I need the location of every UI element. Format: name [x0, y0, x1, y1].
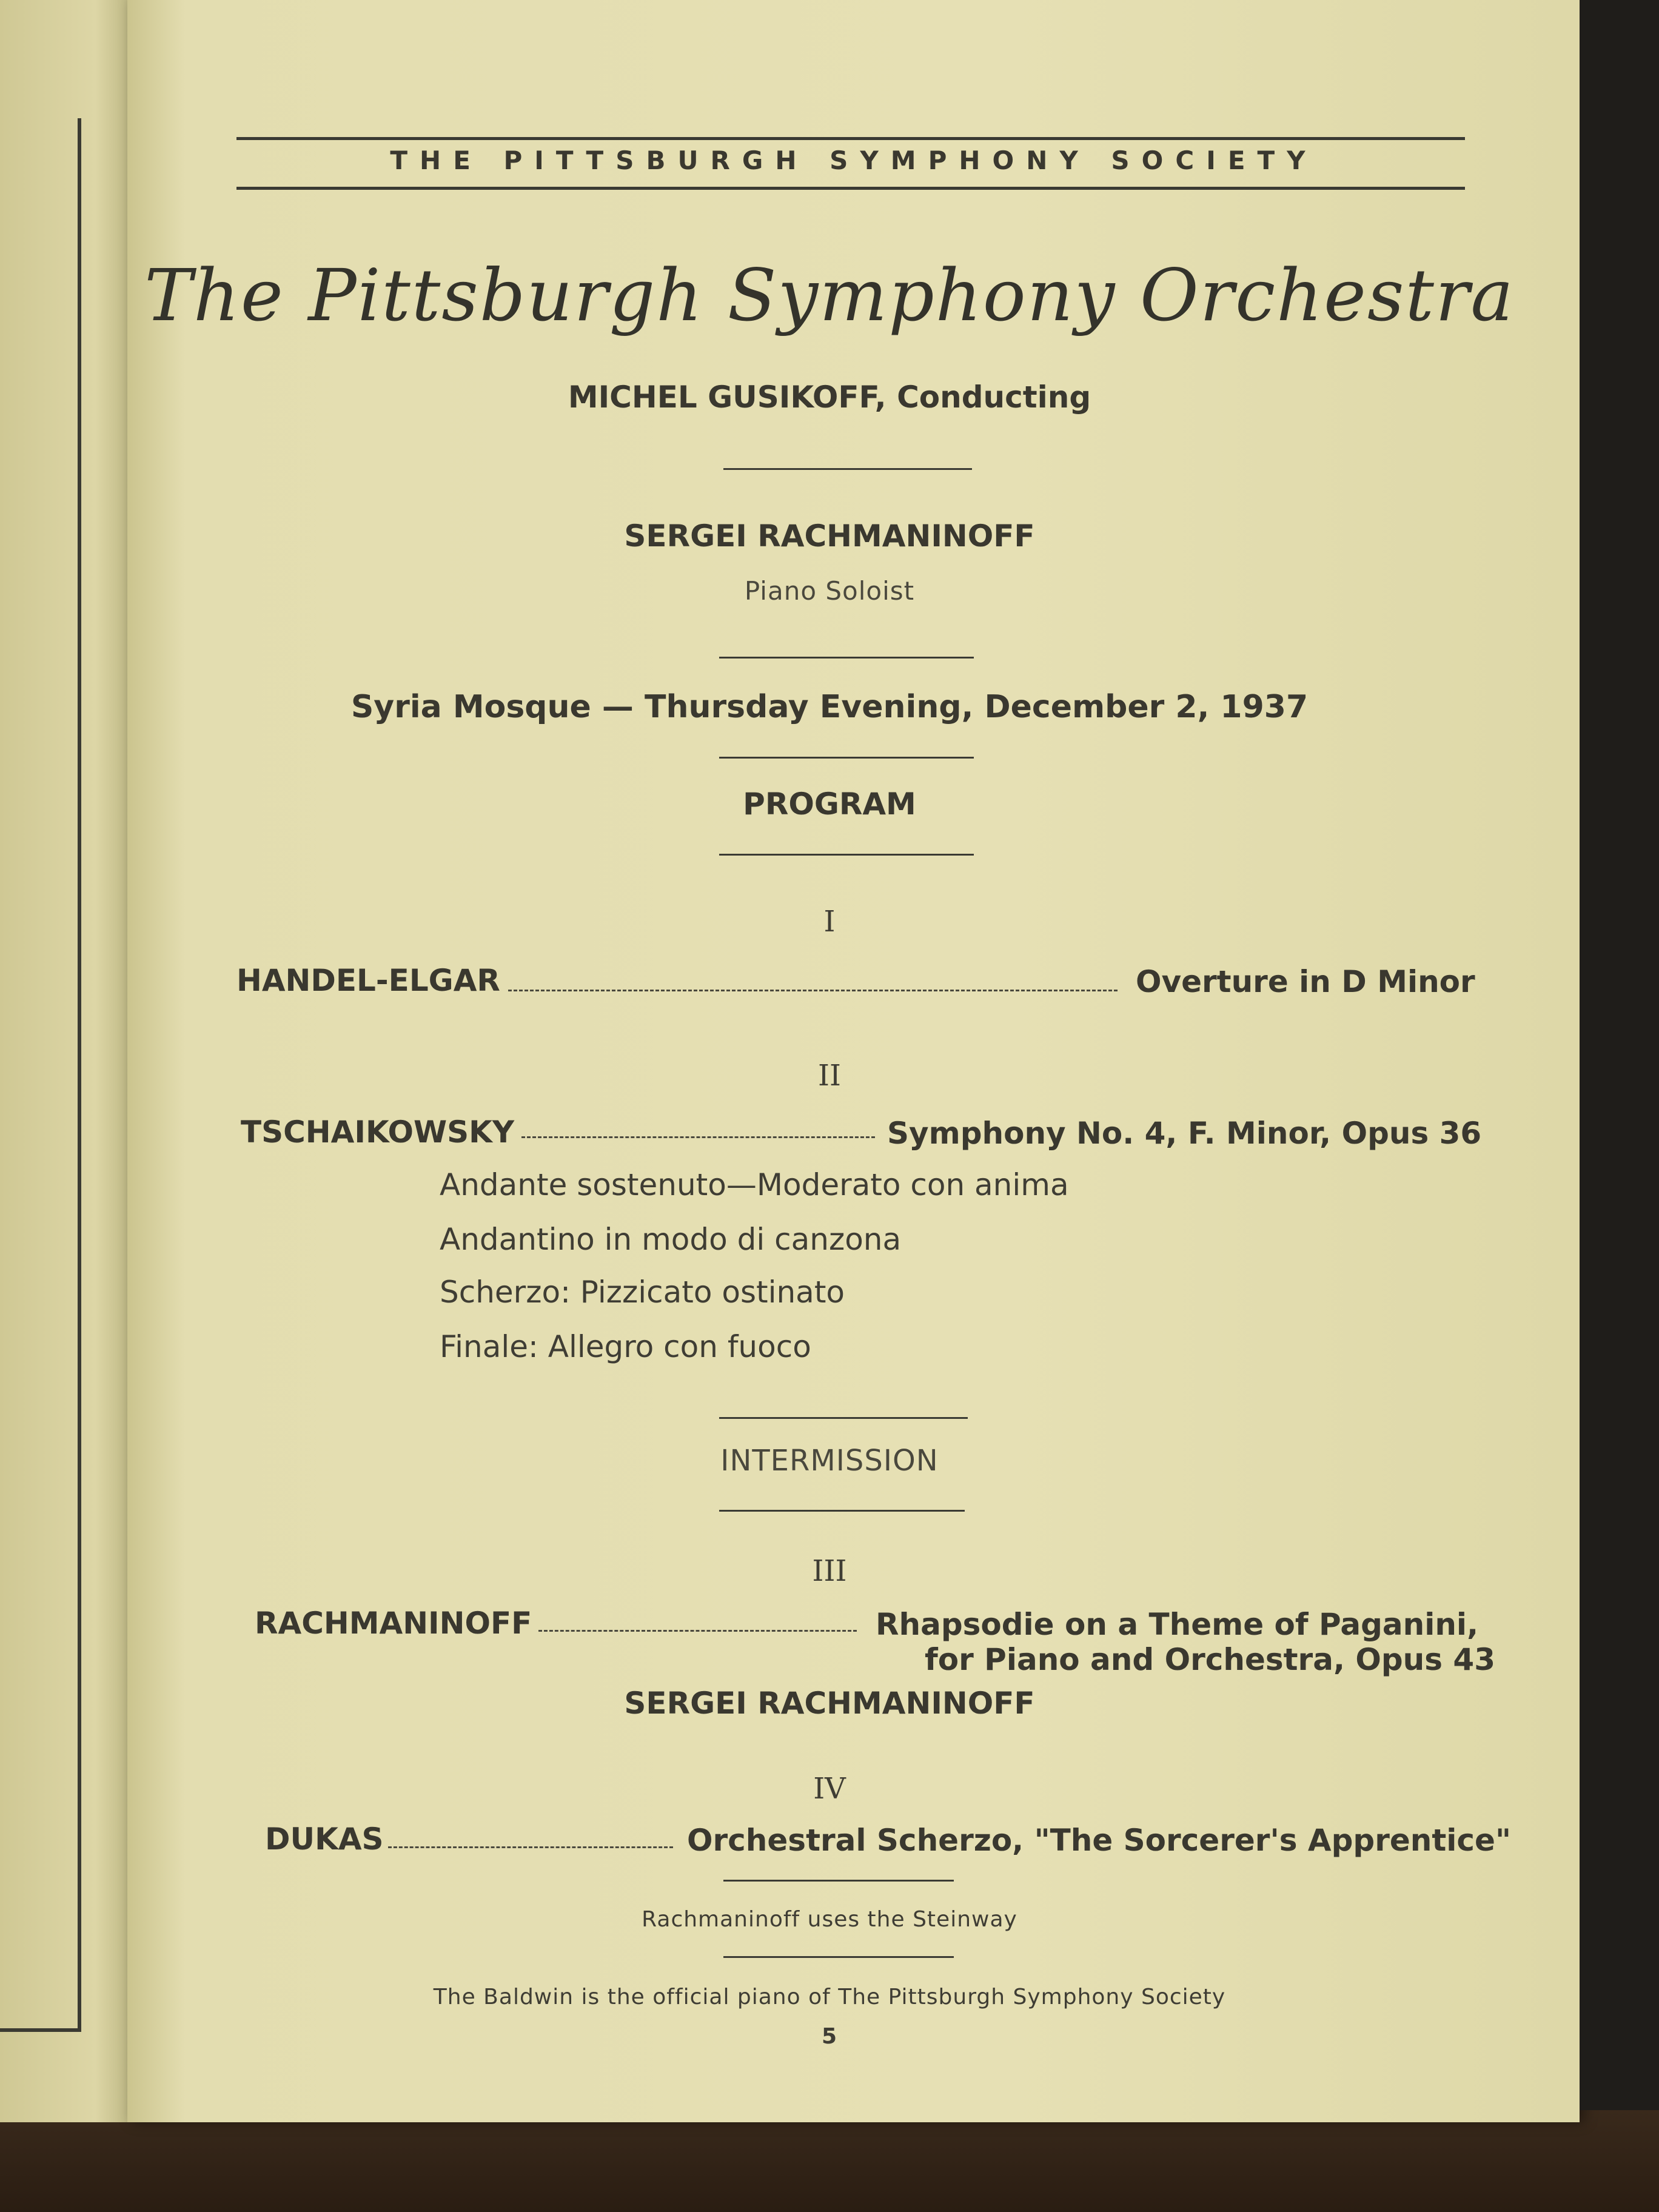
section-numeral-iii: III: [812, 1554, 847, 1588]
steinway-note: Rachmaninoff uses the Steinway: [642, 1907, 1017, 1932]
society-header: THE PITTSBURGH SYMPHONY SOCIETY: [390, 146, 1318, 175]
composer-handel-elgar: HANDEL-ELGAR: [236, 963, 500, 998]
divider-6: [719, 1510, 965, 1512]
divider-5: [719, 1417, 968, 1419]
composer-rachmaninoff: RACHMANINOFF: [255, 1606, 532, 1641]
section-numeral-ii: II: [818, 1059, 841, 1093]
header-top-rule: [236, 137, 1465, 140]
work-symphony-4: Symphony No. 4, F. Minor, Opus 36: [887, 1116, 1482, 1151]
soloist-role: Piano Soloist: [744, 576, 915, 606]
movement-4: Finale: Allegro con fuoco: [440, 1329, 811, 1364]
leader-dots-i: [508, 990, 1118, 991]
movement-1: Andante sostenuto—Moderato con anima: [440, 1167, 1069, 1202]
soloist-name: SERGEI RACHMANINOFF: [624, 518, 1035, 554]
divider-4: [719, 854, 974, 856]
work-rhapsodie-line2: for Piano and Orchestra, Opus 43: [925, 1642, 1495, 1677]
program-heading: PROGRAM: [743, 786, 916, 822]
divider-8: [723, 1956, 954, 1958]
header-bottom-rule: [236, 187, 1465, 190]
work-rhapsodie-line1: Rhapsodie on a Theme of Paganini,: [876, 1607, 1479, 1642]
divider-7: [723, 1880, 954, 1882]
divider-3: [719, 757, 974, 759]
section-numeral-i: I: [823, 905, 836, 939]
composer-dukas: DUKAS: [265, 1822, 384, 1857]
page-number: 5: [821, 2024, 838, 2049]
conductor-line: MICHEL GUSIKOFF, Conducting: [568, 380, 1091, 415]
leader-dots-ii: [521, 1136, 875, 1138]
movement-3: Scherzo: Pizzicato ostinato: [440, 1275, 845, 1310]
venue-line: Syria Mosque — Thursday Evening, December 2, 1937: [350, 689, 1309, 725]
movement-2: Andantino in modo di canzona: [440, 1222, 902, 1257]
divider-1: [723, 468, 972, 470]
page-title: The Pittsburgh Symphony Orchestra: [144, 253, 1515, 337]
performer-rachmaninoff: SERGEI RACHMANINOFF: [624, 1686, 1035, 1721]
work-overture: Overture in D Minor: [1136, 964, 1475, 999]
leader-dots-iii: [538, 1630, 857, 1632]
divider-2: [719, 657, 974, 659]
composer-tschaikowsky: TSCHAIKOWSKY: [241, 1114, 515, 1150]
work-sorcerers-apprentice: Orchestral Scherzo, "The Sorcerer's Apprentice": [687, 1823, 1512, 1858]
intermission-label: INTERMISSION: [720, 1444, 939, 1478]
section-numeral-iv: IV: [813, 1772, 846, 1806]
leader-dots-iv: [388, 1846, 673, 1848]
baldwin-note: The Baldwin is the official piano of The Pittsburgh Symphony Society: [433, 1985, 1226, 2009]
